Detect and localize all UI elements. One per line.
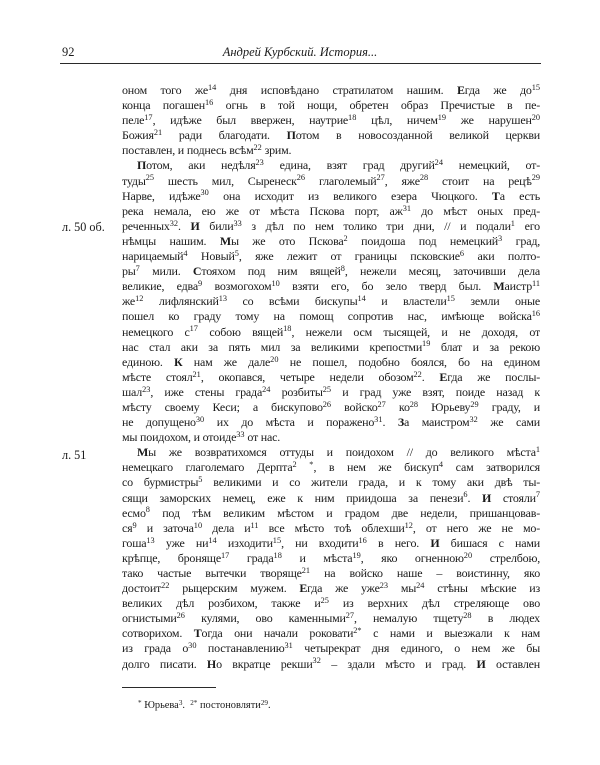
- page-number: 92: [62, 45, 75, 59]
- text-line: крѣпце, броняще$^{17}$ града$^{18}$ и мѣста$^{19}$, яко огненною$^{20}$ стрелбою,: [122, 550, 540, 565]
- text-line: немецкаго глаголемаго Дерпта$^2$ *, в нем же бискуп$^4$ сам затворился: [122, 460, 540, 475]
- text-line: мѣсту своему Кеси; а бискупово$^{26}$ войско$^{27}$ $ко^{28}$ Юрьеву$^{29}$ граду, и: [122, 399, 540, 414]
- text-line: немецкого $с^{17}$ собою вящей$^{18}$, нежели осм тысящей, и не доходя, от: [122, 324, 540, 339]
- text-line: достоит$^{22}$ рыцерским мужем. Егда же уже$^{23}$ $мы^{24}$ стѣны мѣские из: [122, 581, 540, 596]
- text-line: нѣмцы нашим. Мы же ото Пскова$^2$ поидоша под немецкий$^3$ град,: [122, 233, 540, 248]
- text-line: Божия$^{21}$ ради благодати. Потом в новосозданной великой церкви: [122, 128, 540, 143]
- text-line: река немала, ею же от мѣста Пскова порт, $аж^{31}$ до мѣст оных пред-: [122, 203, 540, 218]
- text-line: тако частые вытечки творяще$^{21}$ на войско наше – воистинну, яко: [122, 566, 540, 580]
- text-line: мы поидохом, и отоиде$^{33}$ от нас.: [122, 430, 281, 445]
- text-line: Мы же возвратихомся оттуды и поидохом // до великого мѣста$^1$: [137, 445, 540, 460]
- text-line: сотворихом. Тогда они начали роковати$^{2*}$ с нами и выезжали к нам: [122, 626, 540, 641]
- text-line: поставлен, и поднесь всѣм$^{22}$ зрим.: [122, 143, 292, 158]
- footnote-separator: [122, 687, 216, 688]
- text-line: оном того $же^{14}$ дня исповѣдано стратилатом нашим. Егда же $до^{15}$: [122, 83, 540, 97]
- running-title: Андрей Курбский. История...: [222, 45, 378, 59]
- body-text: [122, 83, 540, 672]
- text-line: $ся^9$ и заточа$^{10}$ дела $и^{11}$ все мѣсто тоѣ облехши$^{12}$, от него же не мо-: [122, 520, 540, 535]
- folio-margin-note: л. 51: [62, 448, 87, 462]
- text-line: $же^{12}$ лифлянский$^{13}$ со всѣми бискупы$^{14}$ и властели$^{15}$ земли оные: [122, 294, 540, 309]
- text-line: $ры^7$ мили. Стояхом под ним вящей$^8$, нежели месяц, заточивши дела: [122, 264, 540, 279]
- text-line: туды$^{25}$ шесть мил, Сыренеск$^{26}$ глаголемый$^{27}$, яже$^{28}$ стоит на рецѣ$^{29}$: [122, 173, 540, 188]
- text-line: гоша$^{13}$ уже $ни^{14}$ изходити$^{15}$, ни входити$^{16}$ в него. И бишася с нами: [122, 535, 540, 550]
- text-line: Нарве, идѣже$^{30}$ она исходит из великого езера Чюцкого. Та есть: [122, 188, 540, 203]
- text-line: пеле$^{17}$, идѣже был ввержен, наутрие$^{18}$ цѣл, ничем$^{19}$ же нарушен$^{20}$: [122, 113, 540, 128]
- text-line: мѣсте стоял$^{21}$, окопався, четыре недели обозом$^{22}$. Егда же послы-: [122, 369, 540, 384]
- text-line: не допущено$^{30}$ их до мѣста и поражено$^{31}$. За маистром$^{32}$ же сами: [122, 415, 540, 430]
- text-line: шал$^{23}$, иже стены града$^{24}$ розбиты$^{25}$ и град уже взят, поиде назад к: [122, 384, 540, 399]
- text-line: из града $о^{30}$ постанавлению$^{31}$ четырекрат дня единого, о нем же бы: [122, 641, 540, 656]
- text-line: со бурмистры$^5$ великими и со жители града, и к тому аки двѣ ты-: [122, 475, 540, 490]
- text-line: единою. К нам же дале$^{20}$ не пошел, подобно боялся, бо на едином: [122, 354, 540, 369]
- text-line: долго писати. Но вкратце рекши$^{32}$ – здали мѣсто и град. И оставлен: [122, 656, 540, 671]
- text-line: есмо$^8$ под тѣм великим мѣстом и градом две недели, пришанцовав-: [122, 505, 540, 520]
- folio-margin-note: л. 50 об.: [62, 220, 105, 234]
- header-rule: [60, 63, 541, 64]
- text-line: реченных$^{32}$. И били$^{33}$ з дѣл по нем толико три дни, // и подали$^1$ его: [122, 218, 540, 233]
- footnote-text: * Юрьева$^3$. $^{2*}$ постоновляти$^{29}$.: [138, 698, 271, 711]
- text-line: нарицаемый$^4$ Новый$^5$, яже лежит от границы псковские$^6$ аки полто-: [122, 249, 540, 264]
- text-line: нас стал аки за пять мил за великими крепостми$^{19}$ блат и за рекою: [122, 339, 540, 354]
- text-line: огнистыми$^{26}$ кулями, ово каменными$^{27}$, немалую тщету$^{28}$ в людех: [122, 611, 540, 626]
- text-line: великие, едва$^9$ возмогохом$^{10}$ взяти его, бо зело тверд был. Маистр$^{11}$: [122, 279, 540, 294]
- text-line: пошел ко граду тому на помощ сопротив нас, имѣюще войска$^{16}$: [122, 309, 540, 324]
- text-line: конца погашен$^{16}$ огнь в той нощи, обретен образ Пречистые в пе-: [122, 98, 540, 113]
- text-line: сящи заморских немец, еже к ним приидоша за пенези$^6$. И стояли$^7$: [122, 490, 540, 505]
- text-line: великих дѣл розбихом, также $и^{25}$ из верхних дѣл стреляюще ово: [122, 596, 540, 611]
- text-line: Потом, аки недѣля$^{23}$ едина, взят град другий$^{24}$ немецкий, от-: [137, 158, 540, 173]
